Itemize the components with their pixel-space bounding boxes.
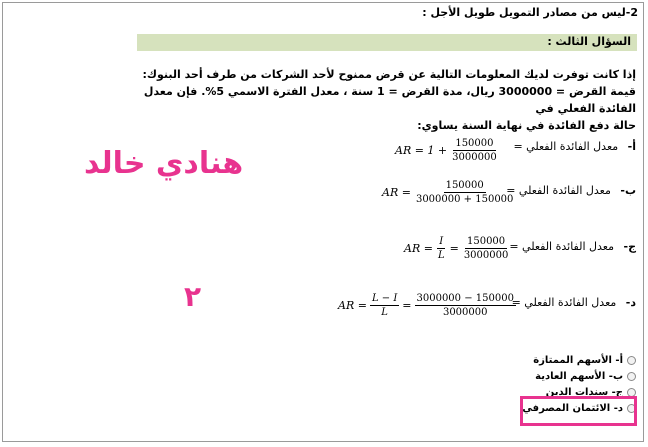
formula-c-equals: =: [449, 242, 459, 255]
radio-a[interactable]: [627, 356, 636, 365]
formula-b: [382, 180, 518, 205]
answer-highlight-box: [520, 396, 637, 426]
formula-a-den: 3000000: [452, 152, 497, 163]
formula-a-num: 150000: [455, 138, 494, 149]
formula-d-sym-num: L − I: [371, 293, 398, 304]
option-a: [513, 140, 636, 153]
question-header-bar: [137, 34, 637, 51]
option-b: [506, 184, 636, 197]
intro-line-3: حالة دفع الفائدة في نهاية السنة يساوي:: [417, 119, 636, 132]
formula-d-den: 3000000: [442, 307, 488, 318]
answer-choice-c-label: ج- سندات الدين: [545, 386, 623, 398]
formula-d-sym-fraction: [370, 293, 399, 318]
question-header: السؤال الثالث :: [547, 35, 631, 48]
question-title: 2-ليس من مصادر التمويل طويل الأجل :: [422, 6, 638, 19]
formula-d-num: 3000000 − 150000: [416, 293, 514, 304]
formula-b-lhs: AR =: [382, 186, 411, 199]
formula-c-fraction: [462, 236, 511, 261]
option-c-label: معدل الفائدة الفعلي =: [509, 240, 614, 253]
formula-c-num: 150000: [466, 236, 506, 247]
formula-c: [404, 236, 513, 261]
formula-c-sym-den: L: [437, 250, 445, 261]
formula-a-fraction: [450, 138, 499, 163]
watermark-name: هنادي خالد: [84, 146, 244, 181]
option-b-label: معدل الفائدة الفعلي =: [506, 184, 611, 197]
formula-c-sym-fraction: [436, 236, 447, 261]
option-d: [512, 296, 636, 309]
option-c-prefix: ج-: [623, 240, 636, 253]
formula-d-equals: =: [402, 299, 412, 312]
answer-choice-a[interactable]: [522, 352, 636, 368]
formula-b-fraction: [414, 180, 515, 205]
option-a-label: معدل الفائدة الفعلي =: [513, 140, 619, 153]
answer-choice-d-label: د- الائتمان المصرفي: [522, 402, 623, 414]
option-d-label: معدل الفائدة الفعلي =: [511, 296, 617, 309]
formula-c-sym-num: I: [439, 236, 444, 247]
formula-c-den: 3000000: [463, 250, 509, 261]
option-c: [509, 240, 636, 253]
answer-choice-b[interactable]: [522, 368, 636, 384]
formula-d-fraction: [415, 293, 516, 318]
radio-b[interactable]: [627, 372, 636, 381]
formula-b-den: 3000000 + 150000: [415, 194, 514, 205]
answer-choice-a-label: أ- الأسهم الممتازة: [533, 354, 623, 366]
intro-line-2: قيمة القرض = 3000000 ريال، مدة القرض = 1 سنة ، معدل الفترة الاسمي 5%. فإن معدل الفائدة الفعلي في: [143, 85, 636, 115]
option-b-prefix: ب-: [620, 184, 636, 197]
formula-d-lhs: AR =: [338, 299, 367, 312]
question-intro: [136, 66, 636, 134]
answer-choice-b-label: ب- الأسهم العادية: [535, 370, 623, 382]
formula-d-sym-den: L: [381, 307, 388, 318]
option-d-prefix: د-: [625, 296, 636, 309]
formula-a-lhs: AR = 1 +: [395, 144, 448, 157]
formula-a: [395, 138, 502, 163]
watermark-number: ٢: [184, 280, 202, 313]
formula-b-num: 150000: [445, 180, 484, 191]
option-a-prefix: أ-: [627, 140, 636, 153]
formula-c-lhs: AR =: [404, 242, 433, 255]
formula-d: [338, 293, 519, 318]
intro-line-1: إذا كانت توفرت لديك المعلومات التالية عن قرض ممنوح لأحد الشركات من طرف أحد البنوك:: [142, 68, 636, 81]
